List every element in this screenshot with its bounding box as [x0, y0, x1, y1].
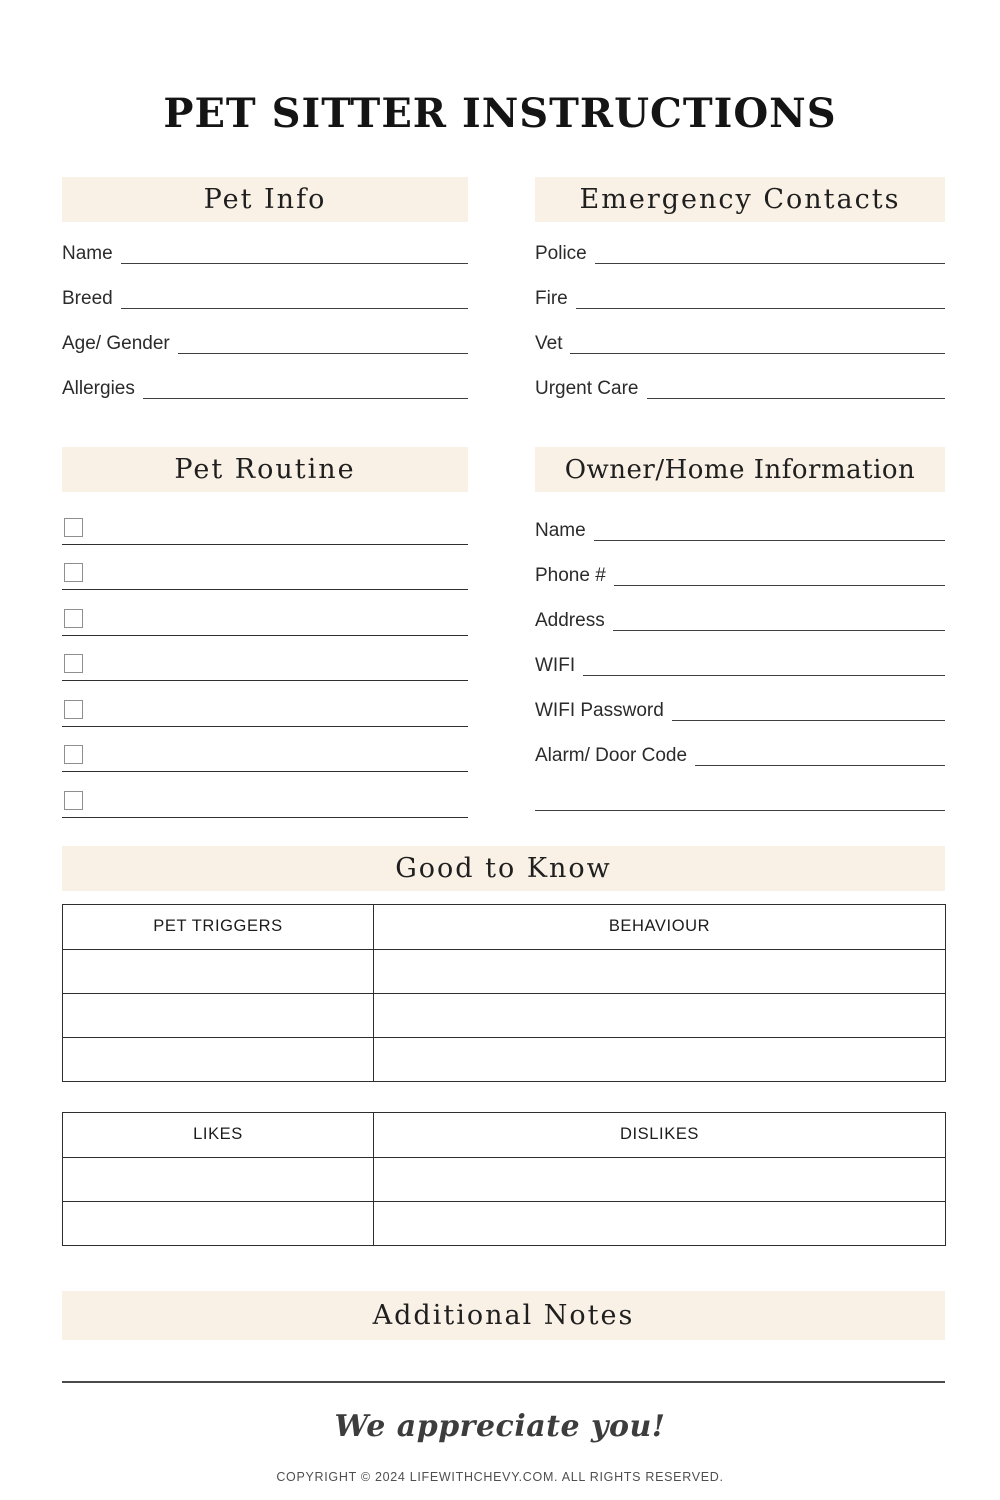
emergency-contacts-fields — [535, 222, 945, 402]
fill-in-line[interactable] — [121, 263, 468, 264]
field-row-fire — [535, 267, 945, 312]
field-label: Police — [535, 243, 587, 264]
table-cell[interactable] — [374, 1201, 946, 1245]
routine-row[interactable] — [62, 499, 468, 545]
table-cell[interactable] — [374, 1037, 946, 1081]
owner-home-section — [535, 447, 945, 818]
fill-in-line[interactable] — [672, 720, 945, 721]
notes-fill-in-line[interactable] — [62, 1381, 945, 1383]
table-cell[interactable] — [63, 949, 374, 993]
pet-info-section — [62, 177, 468, 402]
table-cell[interactable] — [63, 1037, 374, 1081]
field-row-wifi — [535, 634, 945, 679]
field-label: WIFI — [535, 655, 576, 676]
field-label: Name — [535, 520, 586, 541]
column-header-pet-triggers: PET TRIGGERS — [63, 904, 374, 949]
column-header-dislikes: DISLIKES — [374, 1112, 946, 1157]
checkbox[interactable] — [64, 700, 83, 719]
fill-in-line[interactable] — [613, 630, 945, 631]
table-cell[interactable] — [63, 993, 374, 1037]
emergency-contacts-header: Emergency Contacts — [535, 177, 945, 222]
table-row — [63, 1037, 946, 1081]
fill-in-line[interactable] — [143, 398, 468, 399]
middle-columns — [62, 447, 945, 818]
field-row-police — [535, 222, 945, 267]
good-to-know-header: Good to Know — [62, 846, 945, 891]
field-row-vet — [535, 312, 945, 357]
table-row — [63, 949, 946, 993]
pet-routine-header: Pet Routine — [62, 447, 468, 492]
field-label: Alarm/ Door Code — [535, 745, 688, 766]
copyright-text: COPYRIGHT © 2024 LIFEWITHCHEVY.COM. ALL RIGHTS RESERVED. — [276, 1469, 724, 1484]
pet-routine-section — [62, 447, 468, 818]
checkbox[interactable] — [64, 745, 83, 764]
likes-dislikes-table — [62, 1112, 946, 1246]
field-row-breed — [62, 267, 468, 312]
field-row-urgent-care — [535, 357, 945, 402]
top-columns — [62, 177, 945, 402]
field-row-allergies — [62, 357, 468, 402]
field-label: Phone # — [535, 565, 606, 586]
field-row-name — [62, 222, 468, 267]
field-row-phone — [535, 544, 945, 589]
fill-in-line[interactable] — [576, 308, 945, 309]
field-row-age-gender — [62, 312, 468, 357]
field-label: Urgent Care — [535, 378, 639, 399]
checkbox[interactable] — [64, 518, 83, 537]
column-header-likes: LIKES — [63, 1112, 374, 1157]
emergency-contacts-section — [535, 177, 945, 402]
appreciation-message: We appreciate you! — [334, 1408, 666, 1444]
owner-home-fields — [535, 499, 945, 814]
page-title: PET SITTER INSTRUCTIONS — [163, 90, 837, 137]
table-cell[interactable] — [63, 1201, 374, 1245]
routine-row[interactable] — [62, 590, 468, 636]
field-label: Breed — [62, 288, 113, 309]
routine-row[interactable] — [62, 636, 468, 682]
field-label: Address — [535, 610, 605, 631]
fill-in-line[interactable] — [178, 353, 468, 354]
table-cell[interactable] — [374, 1157, 946, 1201]
checkbox[interactable] — [64, 791, 83, 810]
table-header-row — [63, 904, 946, 949]
table-row — [63, 1157, 946, 1201]
field-row-address — [535, 589, 945, 634]
field-row-extra-blank — [535, 769, 945, 814]
checkbox[interactable] — [64, 563, 83, 582]
fill-in-line[interactable] — [647, 398, 946, 399]
field-label: Age/ Gender — [62, 333, 170, 354]
table-cell[interactable] — [63, 1157, 374, 1201]
field-label: Name — [62, 243, 113, 264]
field-row-owner-name — [535, 499, 945, 544]
fill-in-line[interactable] — [594, 540, 945, 541]
column-header-behaviour: BEHAVIOUR — [374, 904, 946, 949]
field-label: Fire — [535, 288, 568, 309]
field-label: Allergies — [62, 378, 135, 399]
owner-home-header: Owner/Home Information — [535, 447, 945, 492]
fill-in-line[interactable] — [570, 353, 945, 354]
checkbox[interactable] — [64, 609, 83, 628]
field-row-wifi-password — [535, 679, 945, 724]
fill-in-line[interactable] — [695, 765, 945, 766]
routine-row[interactable] — [62, 681, 468, 727]
additional-notes-header: Additional Notes — [62, 1291, 945, 1340]
table-cell[interactable] — [374, 949, 946, 993]
fill-in-line[interactable] — [535, 810, 945, 811]
checkbox[interactable] — [64, 654, 83, 673]
pet-info-fields — [62, 222, 468, 402]
routine-row[interactable] — [62, 545, 468, 591]
field-row-alarm-door-code — [535, 724, 945, 769]
table-row — [63, 993, 946, 1037]
fill-in-line[interactable] — [595, 263, 945, 264]
table-row — [63, 1201, 946, 1245]
triggers-behaviour-table — [62, 904, 946, 1082]
fill-in-line[interactable] — [583, 675, 945, 676]
routine-row[interactable] — [62, 772, 468, 818]
pet-info-header: Pet Info — [62, 177, 468, 222]
field-label: Vet — [535, 333, 563, 354]
fill-in-line[interactable] — [121, 308, 468, 309]
table-cell[interactable] — [374, 993, 946, 1037]
table-header-row — [63, 1112, 946, 1157]
pet-routine-checklist — [62, 499, 468, 818]
fill-in-line[interactable] — [614, 585, 945, 586]
routine-row[interactable] — [62, 727, 468, 773]
field-label: WIFI Password — [535, 700, 664, 721]
